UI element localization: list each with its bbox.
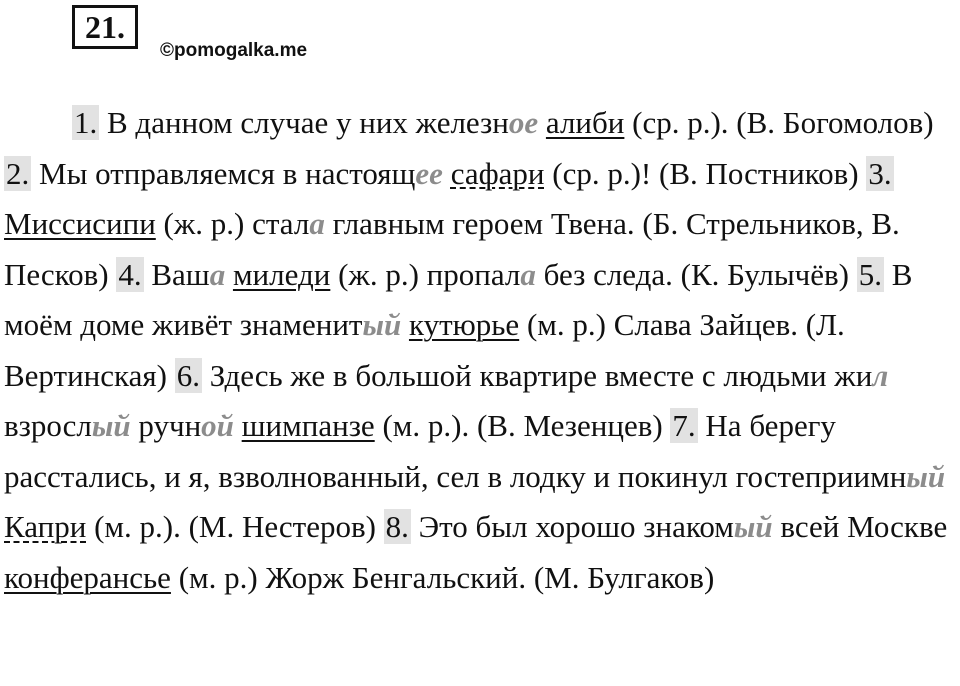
sentence-text: На берегу расстались, и я, взволнованный, сел в лодку и покинул гостеприимн xyxy=(4,408,907,494)
adjective-ending: ее xyxy=(415,155,443,191)
sentence-number: 2. xyxy=(6,155,30,191)
sentence-number: 7. xyxy=(672,408,696,443)
noun: кутюрье xyxy=(408,307,520,342)
sentence-number: 6. xyxy=(176,357,200,393)
noun: конферансье xyxy=(4,559,171,595)
sentence-text: (м. р.). (В. Мезенцев) xyxy=(382,408,663,443)
sentence-text: ручн xyxy=(138,408,202,443)
sentence-text: (м. р.) Жорж Бенгальский. (М. Булгаков) xyxy=(178,559,715,595)
sentence-text: Ваш xyxy=(151,256,210,292)
sentence-text: всей Москве xyxy=(780,509,948,544)
noun: сафари xyxy=(450,155,545,191)
adjective-ending: ый xyxy=(733,509,773,544)
verb-ending: а xyxy=(520,256,536,292)
sentence-text: взросл xyxy=(4,408,92,443)
sentence-number: 4. xyxy=(118,256,142,292)
sentence-text: (ср. р.)! (В. Постников) xyxy=(552,155,859,191)
sentence-text: без следа. (К. Булычёв) xyxy=(543,256,849,292)
credit-watermark: ©pomogalka.me xyxy=(160,40,308,61)
noun: миледи xyxy=(232,256,331,292)
noun: шимпанзе xyxy=(241,408,375,443)
noun: алиби xyxy=(545,105,625,140)
adjective-ending: а xyxy=(209,256,226,292)
sentence-text: главным героем Твена. (Б. Стрельников, В. Песков) xyxy=(4,206,900,292)
sentence-text: (м. р.). (М. Нестеров) xyxy=(94,509,376,544)
noun: Миссисипи xyxy=(4,206,156,241)
sentence-text: (ср. р.). (В. Богомолов) xyxy=(632,105,934,140)
sentence-text: В данном случае у них железн xyxy=(107,105,509,140)
verb-ending: л xyxy=(872,357,889,393)
sentence-text: В моём доме живёт знаменит xyxy=(4,256,913,342)
sentence-text: Мы отправляемся в настоящ xyxy=(39,155,416,191)
sentence-number: 8. xyxy=(385,509,409,544)
sentence-number: 1. xyxy=(74,105,98,140)
adjective-ending: ое xyxy=(508,105,539,140)
sentence-number: 5. xyxy=(858,256,882,292)
sentence-text: (ж. р.) пропал xyxy=(338,256,521,292)
sentence-text: (ж. р.) стал xyxy=(163,206,310,241)
verb-ending: а xyxy=(309,206,325,241)
sentence-text: (м. р.) Слава Зайцев. (Л. Вертинская) xyxy=(4,307,845,393)
noun: Капри xyxy=(4,509,87,544)
adjective-ending: ой xyxy=(201,408,234,443)
adjective-ending: ый xyxy=(906,458,946,494)
task-number: 21. xyxy=(72,5,138,49)
exercise-text xyxy=(4,98,952,603)
sentence-number: 3. xyxy=(868,155,892,191)
adjective-ending: ый xyxy=(91,408,131,443)
sentence-text: Здесь же в большой квартире вместе с людьми жи xyxy=(209,357,873,393)
sentence-text: Это был хорошо знаком xyxy=(418,509,734,544)
adjective-ending: ый xyxy=(362,307,402,342)
